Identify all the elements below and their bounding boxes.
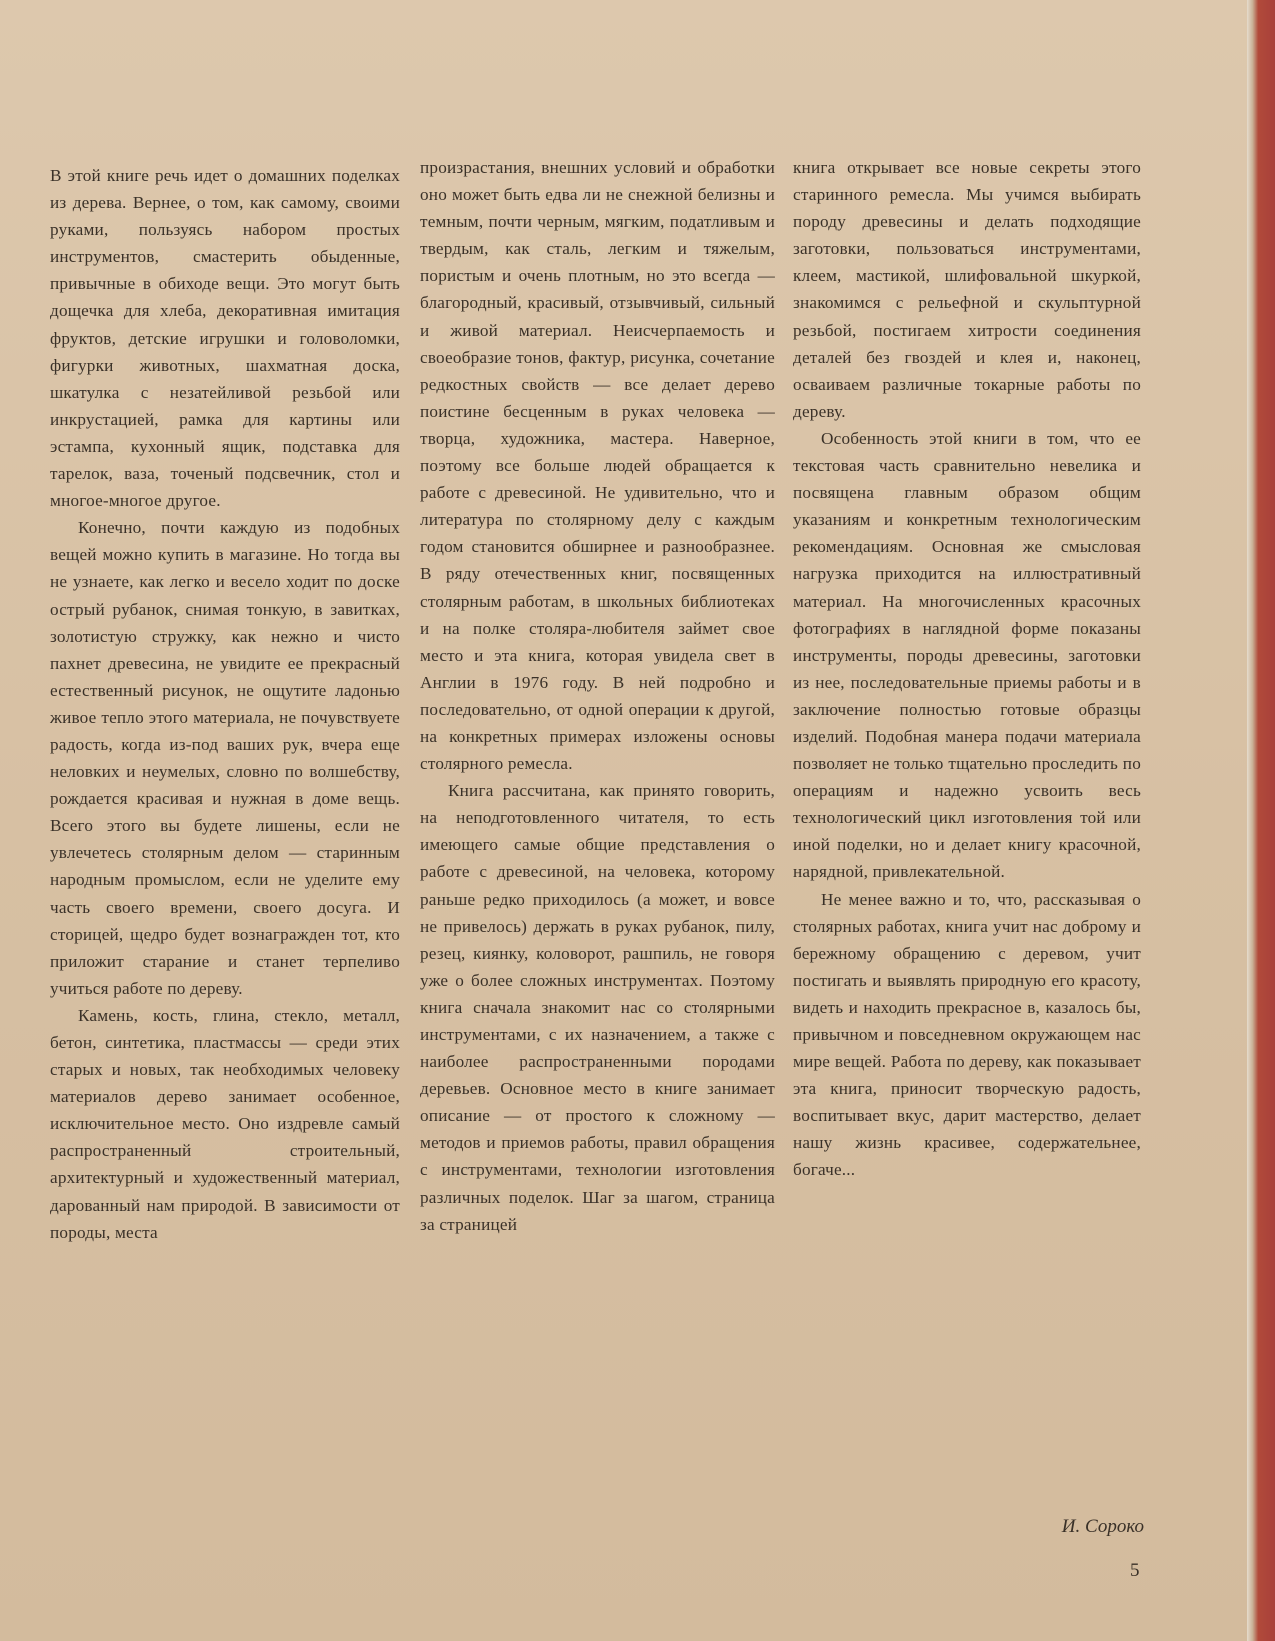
paragraph: Не менее важно и то, что, рассказывая о столярных работах, книга учит нас доброму и бережному обращению с деревом, учит постигать и выявлять природную его красоту, видеть и находить прекрасное в, казалось бы, привычном и повседневном окружающем нас мире вещей. Работа по дереву, как показывает эта книга, приносит творческую радость, воспитывает вкус, дарит мастерство, делает нашу жизнь красивее, содержательнее, богаче...: [793, 889, 1141, 1180]
paragraph: Камень, кость, глина, стекло, металл, бетон, синтетика, пластмассы — среди этих старых и новых, так необходимых человеку материалов дерево занимает особенное, исключительное место. Оно издревле самый распространенный строительный, архитектурный и художественный материал, дарованный нам природой. В зависимости от породы, места: [50, 1005, 400, 1242]
paragraph: произрастания, внешних условий и обработки оно может быть едва ли не снежной белизны и темным, почти черным, мягким, податливым и твердым, как сталь, легким и тяжелым, пористым и очень плотным, но это всегда — благородный, красивый, отзывчивый, сильный и живой материал. Неисчерпаемость и своеобразие тонов, фактур, рисунка, сочетание редкостных свойств — все делает дерево поистине бесценным в руках человека — творца, художника, мастера. Наверное, поэтому все больше людей обращается к работе с древесиной. Не удивительно, что и литература по столярному делу с каждым годом становится обширнее и разнообразнее. В ряду отечественных книг, посвященных столярным работам, в школьных библиотеках и на полке столяра-любителя займет свое место и эта книга, которая увидела свет в Англии в 1976 году. В ней подробно и последовательно, от одной операции к другой, на конкретных примерах изложены основы столярного ремесла.: [420, 158, 775, 774]
page-edge-strip: [1247, 0, 1275, 1641]
paragraph: книга открывает все новые секреты этого старинного ремесла. Мы учимся выбирать породу древесины и делать подходящие заготовки, пользоваться инструментами, клеем, мастикой, шлифовальной шкуркой, знакомимся с рельефной и скульптурной резьбой, постигаем хитрости соединения деталей без гвоздей и клея и, наконец, осваиваем различные токарные работы по дереву.: [793, 158, 1141, 421]
paragraph: Особенность этой книги в том, что ее текстовая часть сравнительно невелика и посвящена главным образом общим указаниям и конкретным технологическим рекомендациям. Основная же смысловая нагрузка приходится на иллюстративный материал. На многочисленных красочных фотографиях в наглядной форме показаны инструменты, породы древесины, заготовки из нее, последовательные приемы работы и в заключение полностью готовые образцы изделий. Подобная манера подачи материала позволяет не только тщательно проследить по операциям и надежно усвоить весь технологический цикл изготовления той или иной поделки, но и делает книгу красочной, нарядной, привлекательной.: [793, 428, 1141, 882]
paragraph: Конечно, почти каждую из подобных вещей можно купить в магазине. Но тогда вы не узнаете, как легко и весело ходит по доске острый рубанок, снимая тонкую, в завитках, золотистую стружку, как нежно и чисто пахнет древесина, не увидите ее прекрасный естественный рисунок, не ощутите ладонью живое тепло этого материала, не почувствуете радость, когда из-под ваших рук, вчера еще неловких и неумелых, словно по волшебству, рождается красивая и нужная в доме вещь. Всего этого вы будете лишены, если не увлечетесь столярным делом — старинным народным промыслом, если не уделите ему часть своего времени, своего досуга. И сторицей, щедро будет вознагражден тот, кто приложит старание и станет терпеливо учиться работе по дереву.: [50, 518, 400, 998]
paragraph: Книга рассчитана, как принято говорить, на неподготовленного читателя, то есть имеющего самые общие представления о работе с древесиной, на человека, которому раньше редко приходилось (а может, и вовсе не привелось) держать в руках рубанок, пилу, резец, киянку, коловорот, рашпиль, не говоря уже о более сложных инструментах. Поэтому книга сначала знакомит нас со столярными инструментами, с их назначением, а также с наиболее распространенными породами деревьев. Основное место в книге занимает описание — от простого к сложному — методов и приемов работы, правил обращения с инструментами, технологии изготовления различных поделок. Шаг за шагом, страница за страницей: [420, 781, 775, 1234]
author-signature: И. Сороко: [1061, 1516, 1144, 1537]
page-number: 5: [1130, 1560, 1140, 1581]
text-column-3: [793, 154, 1141, 1184]
paragraph: В этой книге речь идет о домашних поделках из дерева. Вернее, о том, как самому, своими руками, пользуясь набором простых инструментов, смастерить обыденные, привычные в обиходе вещи. Это могут быть дощечка для хлеба, декоративная имитация фруктов, детские игрушки и головоломки, фигурки животных, шахматная доска, шкатулка с незатейливой резьбой или инкрустацией, рамка для картины или эстампа, кухонный ящик, подставка для тарелок, ваза, точеный подсвечник, стол и многое-многое другое.: [50, 166, 400, 511]
text-column-2: [420, 154, 775, 1238]
text-column-1: [50, 162, 400, 1246]
